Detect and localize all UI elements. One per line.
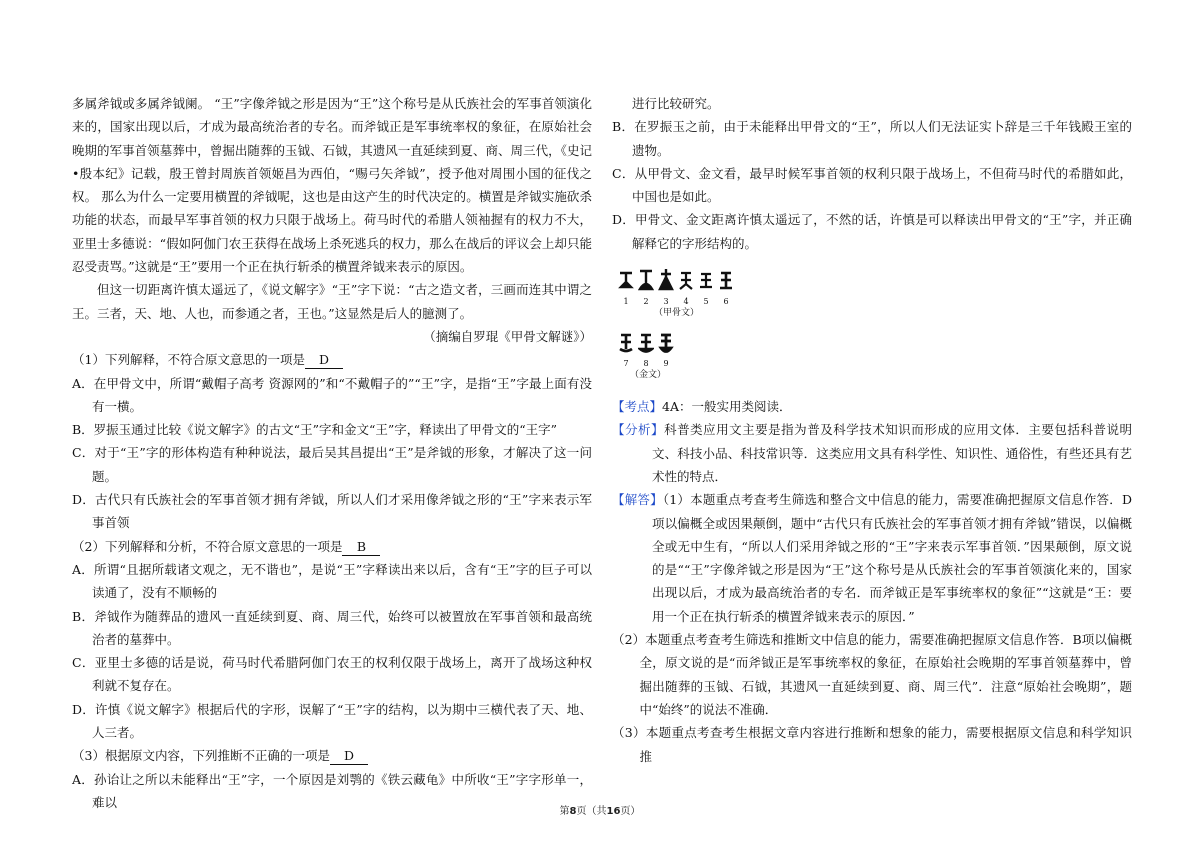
glyph-number-8: 8 — [643, 359, 649, 369]
glyph-number-4: 4 — [683, 297, 689, 307]
glyph-number-9: 9 — [663, 359, 669, 369]
bronze-glyph-numbers — [618, 359, 1132, 369]
jieda-section — [612, 488, 1132, 628]
fenxi-tag: 【分析】 — [612, 422, 665, 438]
glyph-number-7: 7 — [623, 359, 629, 369]
question-3-stem: （3）根据原文内容，下列推断不正确的一项是 D — [72, 744, 592, 767]
oracle-glyph-4 — [678, 265, 694, 297]
glyph-number-6: 6 — [723, 297, 729, 307]
q2-option-d: D．许慎《说文解字》根据后代的字形，误解了“王”字的结构，以为期中三横代表了天、地、人三者。 — [72, 701, 592, 741]
q1-option-c: C．对于“王”字的形体构造有种种说法，最后吴其昌提出“王”是斧钺的形象，才解决了这一问题。 — [72, 445, 592, 484]
oracle-glyph-1 — [618, 265, 634, 297]
question-2-stem: （2）下列解释和分析，不符合原文意思的一项是 B — [72, 535, 592, 558]
fenxi-section — [612, 418, 1132, 488]
oracle-bone-glyphs — [618, 261, 1132, 297]
bronze-glyph-7 — [618, 327, 634, 359]
page-total: 16 — [606, 806, 621, 817]
oracle-glyph-numbers — [618, 297, 1132, 307]
glyph-number-5: 5 — [703, 297, 709, 307]
right-column — [612, 92, 1132, 768]
glyph-number-3: 3 — [663, 297, 669, 307]
kaodian-section — [612, 395, 1132, 418]
question-1-answer: D — [305, 352, 343, 369]
oracle-glyph-6 — [718, 265, 734, 297]
page-footer — [0, 802, 1200, 817]
q3-option-c: C．从甲骨文、金文看，最早时候军事首领的权利只限于战场上，不但荷马时代的希腊如此，中国也是如此。 — [612, 165, 1132, 205]
q1-option-a: A．在甲骨文中，所谓“戴帽子高考 资源网的”和“不戴帽子的”“王”字，是指“王”字最上面有没有一横。 — [72, 375, 592, 414]
kaodian-text: 4A：一般实用类阅读． — [662, 399, 792, 415]
article-source: （摘编自罗琨《甲骨文解谜》） — [423, 328, 592, 344]
question-2-answer: B — [342, 539, 380, 556]
article-paragraph-2: 但这一切距离许慎太遥远了，《说文解字》“王”字下说：“古之造文者，三画而连其中谓之王。三者，天、地、人也，而参通之者，王也。”这显然是后人的臆测了。 — [72, 282, 592, 321]
oracle-glyph-3 — [658, 265, 674, 297]
bronze-glyph-8 — [638, 327, 654, 359]
bronze-glyphs — [618, 323, 1132, 359]
footer-suffix: 页） — [620, 806, 641, 817]
oracle-glyph-5 — [698, 265, 714, 297]
q2-option-c: C．亚里士多德的话是说，荷马时代希腊阿伽门农王的权利仅限于战场上，离开了战场这种权利就不复存在。 — [72, 655, 592, 694]
q1-option-b: B．罗振玉通过比较《说文解字》的古文“王”字和金文“王”字，释读出了甲骨文的“王字” — [72, 422, 558, 438]
wang-glyph-figure — [618, 261, 1132, 381]
kaodian-tag: 【考点】 — [612, 399, 663, 415]
question-3-answer: D — [330, 748, 368, 765]
bronze-caption: （金文） — [630, 370, 667, 381]
q3-option-a-continued: 进行比较研究。 — [632, 96, 720, 111]
jieda-tag: 【解答】 — [612, 492, 663, 508]
glyph-number-2: 2 — [643, 297, 649, 307]
answer-analysis-2: （2）本题重点考查考生筛选和推断文中信息的能力，需要准确把握原文信息作答．B项以偏概全，原文说的是“而斧钺正是军事统率权的象征，在原始社会晚期的军事首领墓葬中，曾掘出随葬的玉钺、石钺，其遗风一直延续到夏、商、周三代”．注意“原始社会晚期”，题中“始终”的说法不准确． — [612, 632, 1132, 717]
jieda-text: （1）本题重点考查考生筛选和整合文中信息的能力，需要准确把握原文信息作答．D项以偏概全或因果颠倒，题中“古代只有氏族社会的军事首领才拥有斧钺”错误，以偏概全或无中生有，“所以人们采用斧钺之形的“王”字来表示军事首领．”因果颠倒，原文说的是““王”字像斧钺之形是因为“王”这个称号是从氏族社会的军事首领演化来的，国家出现以后，才成为最高统治者的专名．而斧钺正是军事统率权的象征”“这就是“王：要用一个正在执行斩杀的横置斧钺来表示的原因．” — [652, 492, 1132, 624]
q3-option-d: D．甲骨文、金文距离许慎太遥远了，不然的话，许慎是可以释读出甲骨文的“王”字，并正确解释它的字形结构的。 — [612, 212, 1132, 251]
bronze-glyph-9 — [658, 327, 674, 359]
q3-option-b: B．在罗振玉之前，由于未能释出甲骨文的“王”，所以人们无法证实卜辞是三千年钱殿王室的遗物。 — [612, 119, 1132, 158]
left-column — [72, 92, 592, 814]
page-number: 8 — [569, 806, 577, 817]
article-paragraph-1: 多属斧钺或多属斧钺阑。 “王”字像斧钺之形是因为“王”这个称号是从氏族社会的军事首领演化来的，国家出现以后，才成为最高统治者的专名。而斧钺正是军事统率权的象征，在原始社会晚期的军事首领墓葬中，曾掘出随葬的玉钺、石钺，其遗风一直延续到夏、商、周三代，《史记•殷本纪》记载，殷王曾封周族首领姬昌为西伯，“赐弓矢斧钺”，授予他对周围小国的征伐之权。 那么为什么一定要用横置的斧钺呢，这也是由这产生的时代决定的。横置是斧钺实施砍杀功能的状态，而最早军事首领的权力只限于战场上。荷马时代的希腊人领袖握有的权力不大，亚里士多德说：“假如阿伽门农王获得在战场上杀死逃兵的权力，那么在战后的评议会上却只能忍受责骂。”这就是“王”要用一个正在执行斩杀的横置斧钺来表示的原因。 — [72, 96, 592, 275]
footer-mid: 页（共 — [576, 806, 607, 817]
fenxi-text: 科普类应用文主要是指为普及科学技术知识而形成的应用文体．主要包括科普说明文、科技小品、科技常识等．这类应用文具有科学性、知识性、通俗性，有些还具有艺术性的特点． — [652, 422, 1132, 484]
q1-option-d: D．古代只有氏族社会的军事首领才拥有斧钺，所以人们才采用像斧钺之形的“王”字来表示军事首领 — [72, 492, 592, 531]
question-1-stem: （1）下列解释，不符合原文意思的一项是 D — [72, 348, 592, 371]
glyph-number-1: 1 — [623, 297, 629, 307]
footer-prefix: 第 — [559, 806, 570, 817]
q2-option-a: A．所谓“且据所载诸文观之，无不谐也”，是说“王”字释读出来以后，含有“王”字的巨子可以读通了，没有不顺畅的 — [72, 561, 592, 601]
oracle-glyph-2 — [638, 265, 654, 297]
answer-analysis-3: （3）本题重点考查考生根据文章内容进行推断和想象的能力，需要根据原文信息和科学知识推 — [612, 725, 1132, 764]
oracle-bone-caption: （甲骨文） — [654, 308, 700, 319]
q3-option-a: A．孙诒让之所以未能释出“王”字，一个原因是刘鹗的《铁云藏龟》中所收“王”字字形单一，难以 — [72, 771, 592, 810]
q2-option-b: B．斧钺作为随葬品的遗风一直延续到夏、商、周三代，始终可以被置放在军事首领和最高统治者的墓葬中。 — [72, 608, 592, 647]
